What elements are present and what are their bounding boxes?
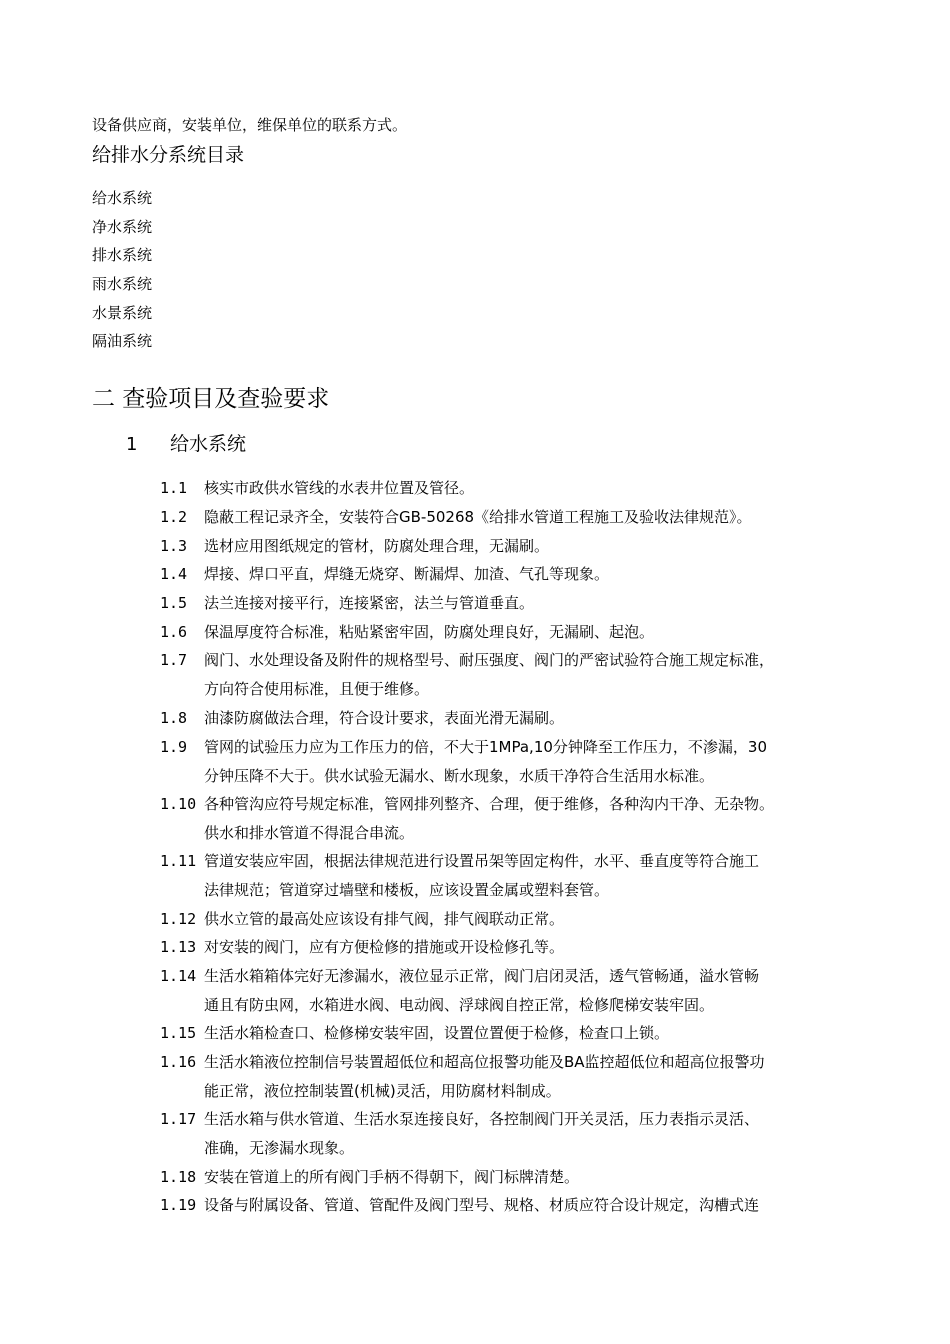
item-line: 供水立管的最高处应该设有排气阀，排气阀联动正常。 bbox=[204, 910, 565, 928]
item-text bbox=[204, 596, 869, 611]
item-number: 1.9 bbox=[160, 738, 188, 756]
item-text bbox=[204, 969, 869, 1013]
item-number: 1.5 bbox=[160, 594, 188, 612]
item-line: 法兰连接对接平行，连接紧密，法兰与管道垂直。 bbox=[204, 594, 535, 612]
item-line: 供水和排水管道不得混合串流。 bbox=[204, 824, 415, 842]
item-text bbox=[204, 711, 869, 726]
item-text bbox=[204, 567, 869, 582]
item-text bbox=[204, 539, 869, 554]
item-line: 通且有防虫网，水箱进水阀、电动阀、浮球阀自控正常，检修爬梯安装牢固。 bbox=[204, 996, 715, 1014]
item-line: 选材应用图纸规定的管材，防腐处理合理，无漏刷。 bbox=[204, 537, 550, 555]
item-line: 隐蔽工程记录齐全，安装符合GB-50268《给排水管道工程施工及验收法律规范》。 bbox=[204, 508, 752, 526]
item-text bbox=[204, 625, 869, 640]
item-line: 阀门、水处理设备及附件的规格型号、耐压强度、阀门的严密试验符合施工规定标准， bbox=[204, 651, 775, 669]
toc-item: 雨水系统 bbox=[92, 275, 153, 293]
item-number: 1.17 bbox=[160, 1110, 197, 1128]
item-text bbox=[204, 1170, 869, 1185]
subsection-number: 1 bbox=[126, 434, 138, 455]
item-text bbox=[204, 1112, 869, 1156]
toc-item: 净水系统 bbox=[92, 218, 153, 236]
item-line: 安装在管道上的所有阀门手柄不得朝下，阀门标牌清楚。 bbox=[204, 1168, 580, 1186]
item-number: 1.8 bbox=[160, 709, 188, 727]
item-number: 1.14 bbox=[160, 967, 197, 985]
item-line: 保温厚度符合标准，粘贴紧密牢固，防腐处理良好，无漏刷、起泡。 bbox=[204, 623, 655, 641]
item-number: 1.6 bbox=[160, 623, 188, 641]
item-line: 能正常，液位控制装置(机械)灵活，用防腐材料制成。 bbox=[204, 1082, 561, 1100]
toc-title: 给排水分系统目录 bbox=[92, 144, 245, 166]
item-line: 各种管沟应符号规定标准，管网排列整齐、合理，便于维修，各种沟内干净、无杂物。 bbox=[204, 795, 775, 813]
section-title: 二 查验项目及查验要求 bbox=[92, 386, 330, 412]
item-line: 生活水箱与供水管道、生活水泵连接良好，各控制阀门开关灵活，压力表指示灵活、 bbox=[204, 1110, 760, 1128]
item-text bbox=[204, 797, 869, 841]
item-text bbox=[204, 740, 869, 784]
item-line: 生活水箱检查口、检修梯安装牢固，设置位置便于检修，检查口上锁。 bbox=[204, 1024, 670, 1042]
item-line: 对安装的阀门，应有方便检修的措施或开设检修孔等。 bbox=[204, 938, 565, 956]
item-number: 1.15 bbox=[160, 1024, 197, 1042]
item-text bbox=[204, 510, 869, 525]
item-text bbox=[204, 1026, 869, 1041]
item-line: 法律规范；管道穿过墙壁和楼板，应该设置金属或塑料套管。 bbox=[204, 881, 610, 899]
item-number: 1.4 bbox=[160, 565, 188, 583]
toc-item: 给水系统 bbox=[92, 189, 153, 207]
item-line: 分钟压降不大于。供水试验无漏水、断水现象，水质干净符合生活用水标准。 bbox=[204, 767, 715, 785]
item-number: 1.7 bbox=[160, 651, 188, 669]
item-line: 焊接、焊口平直，焊缝无烧穿、断漏焊、加渣、气孔等现象。 bbox=[204, 565, 610, 583]
item-number: 1.19 bbox=[160, 1196, 197, 1214]
item-line: 准确，无渗漏水现象。 bbox=[204, 1139, 355, 1157]
toc-item: 水景系统 bbox=[92, 304, 153, 322]
item-number: 1.2 bbox=[160, 508, 188, 526]
item-number: 1.3 bbox=[160, 537, 188, 555]
item-line: 核实市政供水管线的水表井位置及管径。 bbox=[204, 479, 475, 497]
item-text bbox=[204, 653, 869, 697]
item-number: 1.11 bbox=[160, 852, 197, 870]
item-line: 设备与附属设备、管道、管配件及阀门型号、规格、材质应符合设计规定，沟槽式连 bbox=[204, 1196, 760, 1214]
item-number: 1.13 bbox=[160, 938, 197, 956]
item-text bbox=[204, 854, 869, 898]
item-line: 生活水箱箱体完好无渗漏水，液位显示正常，阀门启闭灵活，透气管畅通，溢水管畅 bbox=[204, 967, 760, 985]
intro-text: 设备供应商，安装单位，维保单位的联系方式。 bbox=[92, 116, 408, 134]
item-line: 方向符合使用标准，且便于维修。 bbox=[204, 680, 430, 698]
item-text bbox=[204, 940, 869, 955]
item-line: 管道安装应牢固，根据法律规范进行设置吊架等固定构件，水平、垂直度等符合施工 bbox=[204, 852, 760, 870]
item-number: 1.10 bbox=[160, 795, 197, 813]
item-number: 1.18 bbox=[160, 1168, 197, 1186]
item-text bbox=[204, 481, 869, 496]
item-line: 管网的试验压力应为工作压力的倍，不大于1MPa,10分钟降至工作压力，不渗漏，30 bbox=[204, 738, 767, 756]
item-line: 油漆防腐做法合理，符合设计要求，表面光滑无漏刷。 bbox=[204, 709, 565, 727]
subsection-title: 给水系统 bbox=[170, 433, 247, 455]
toc-item: 排水系统 bbox=[92, 246, 153, 264]
item-text bbox=[204, 1055, 869, 1099]
item-line: 生活水箱液位控制信号装置超低位和超高位报警功能及BA监控超低位和超高位报警功 bbox=[204, 1053, 765, 1071]
item-number: 1.1 bbox=[160, 479, 188, 497]
item-text bbox=[204, 1198, 869, 1213]
toc-item: 隔油系统 bbox=[92, 332, 153, 350]
item-number: 1.16 bbox=[160, 1053, 197, 1071]
item-number: 1.12 bbox=[160, 910, 197, 928]
item-text bbox=[204, 912, 869, 927]
